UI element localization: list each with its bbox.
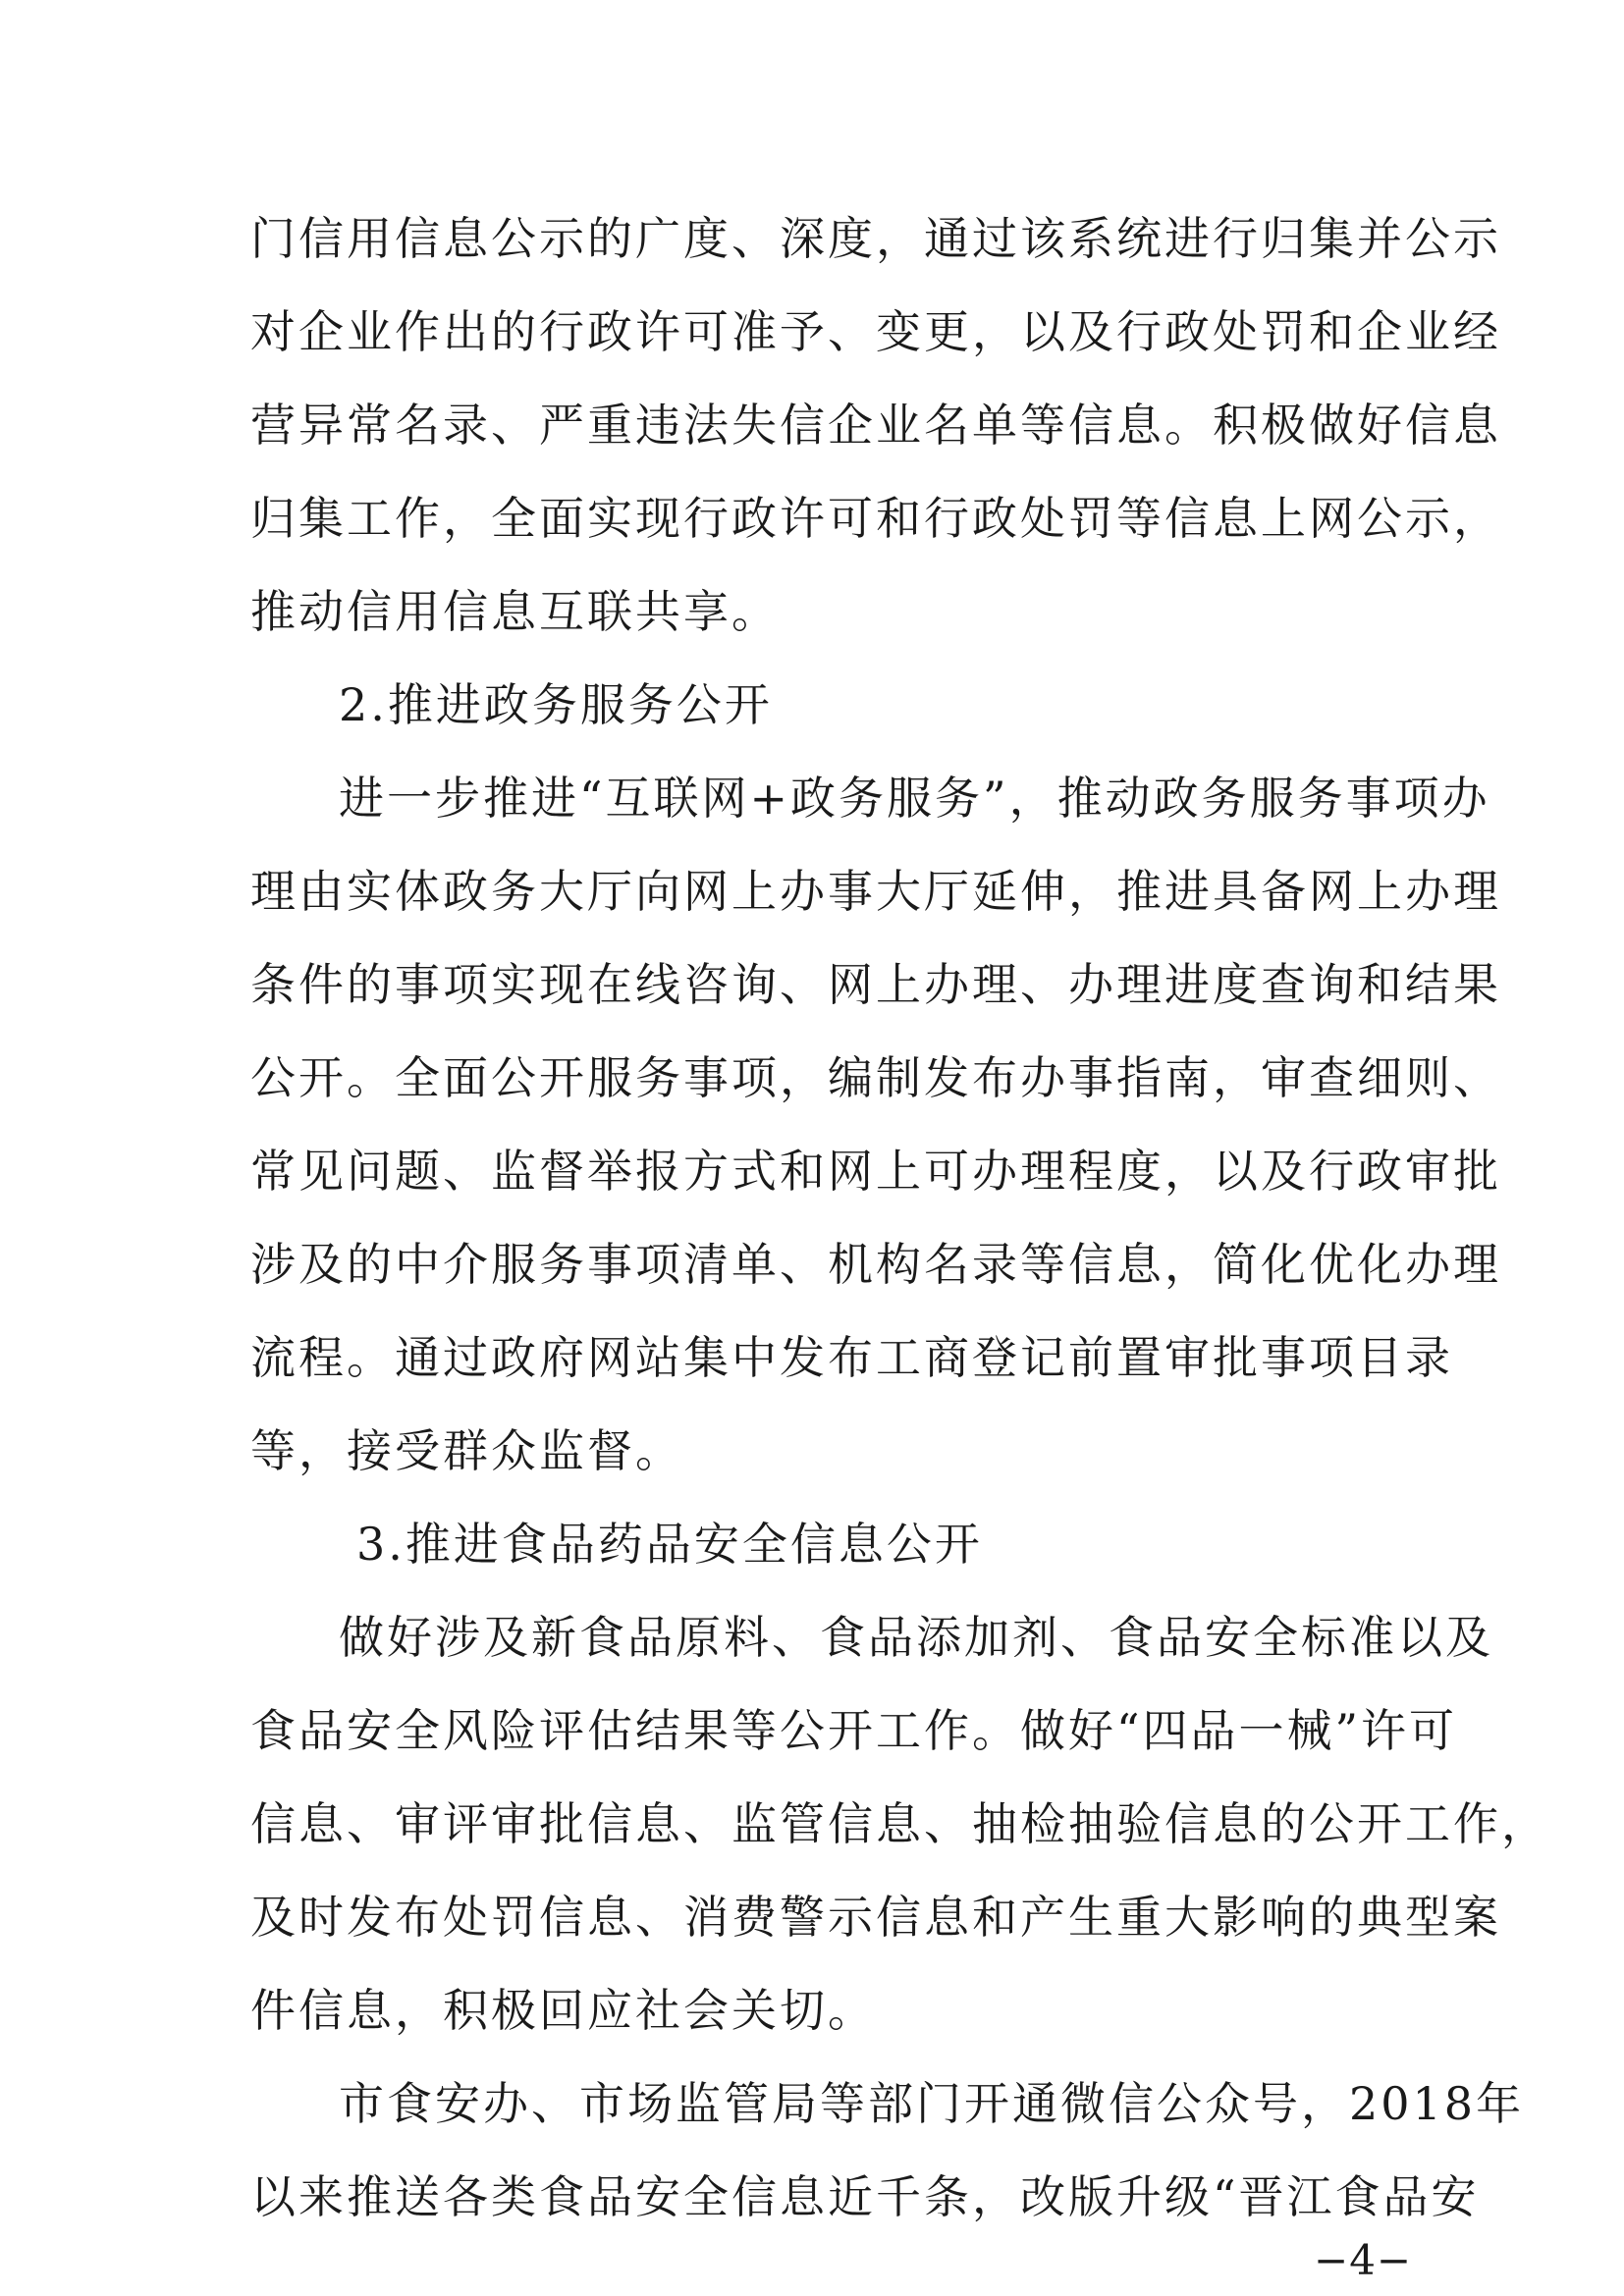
paragraph-line-5: 推动信用信息互联共享。 — [250, 585, 780, 638]
paragraph-line-11: 涉及的中介服务事项清单、机构名录等信息，简化优化办理 — [250, 1238, 1501, 1291]
page-number: −4− — [1314, 2236, 1413, 2284]
paragraph-line-9: 公开。全面公开服务事项，编制发布办事指南，审查细则、 — [250, 1051, 1501, 1104]
paragraph-line-10: 常见问题、监督举报方式和网上可办理程度，以及行政审批 — [250, 1145, 1501, 1198]
paragraph-line-20: 以来推送各类食品安全信息近千条，改版升级“晋江食品安 — [250, 2170, 1480, 2223]
paragraph-line-4: 归集工作，全面实现行政许可和行政处罚等信息上网公示， — [250, 492, 1501, 545]
paragraph-line-2: 对企业作出的行政许可准予、变更，以及行政处罚和企业经 — [250, 305, 1501, 358]
paragraph-line-3: 营异常名录、严重违法失信企业名单等信息。积极做好信息 — [250, 399, 1501, 452]
section-heading-3: 3.推进食品药品安全信息公开 — [356, 1518, 983, 1571]
paragraph-line-17: 及时发布处罚信息、消费警示信息和产生重大影响的典型案 — [250, 1891, 1501, 1944]
paragraph-line-14: 做好涉及新食品原料、食品添加剂、食品安全标准以及 — [339, 1611, 1493, 1664]
paragraph-line-19: 市食安办、市场监管局等部门开通微信公众号，2018年 — [339, 2077, 1525, 2130]
paragraph-line-1: 门信用信息公示的广度、深度，通过该系统进行归集并公示 — [250, 212, 1501, 265]
paragraph-line-13: 等，接受群众监督。 — [250, 1424, 683, 1477]
paragraph-line-6: 进一步推进“互联网+政务服务”，推动政务服务事项办 — [339, 772, 1490, 825]
paragraph-line-18: 件信息，积极回应社会关切。 — [250, 1984, 876, 2037]
section-heading-2: 2.推进政务服务公开 — [339, 678, 773, 731]
paragraph-line-8: 条件的事项实现在线咨询、网上办理、办理进度查询和结果 — [250, 958, 1501, 1011]
paragraph-line-15: 食品安全风险评估结果等公开工作。做好“四品一械”许可 — [250, 1704, 1458, 1757]
paragraph-line-7: 理由实体政务大厅向网上办事大厅延伸，推进具备网上办理 — [250, 865, 1501, 918]
paragraph-line-16: 信息、审评审批信息、监管信息、抽检抽验信息的公开工作， — [250, 1797, 1549, 1850]
paragraph-line-12: 流程。通过政府网站集中发布工商登记前置审批事项目录 — [250, 1331, 1453, 1384]
